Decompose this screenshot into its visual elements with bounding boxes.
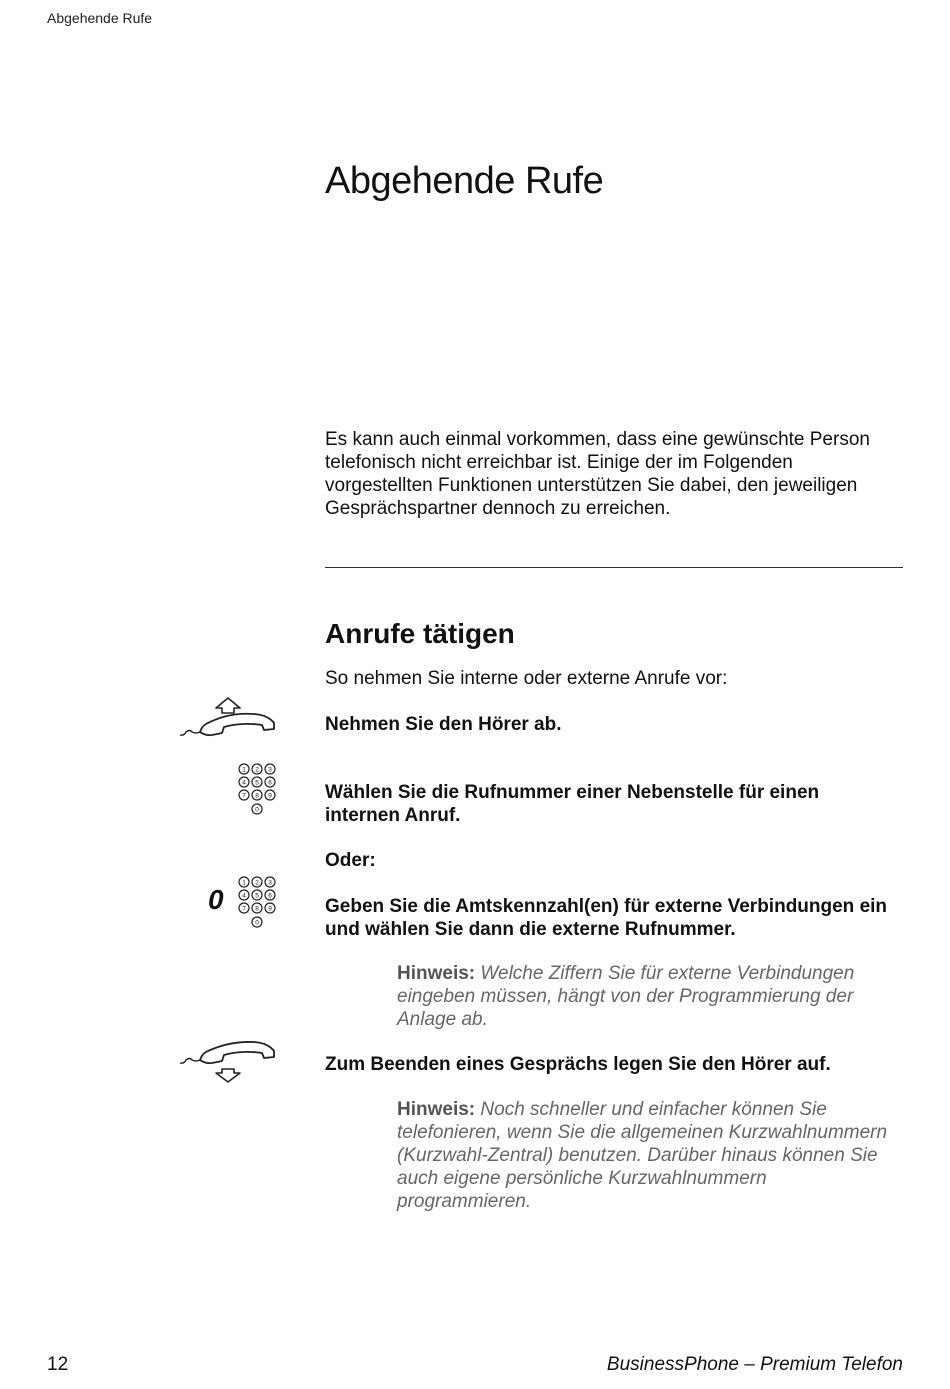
keypad-key: 5 — [255, 779, 259, 787]
keypad-key: 6 — [268, 892, 272, 900]
keypad-key: 1 — [242, 879, 246, 887]
step-dial-internal: Wählen Sie die Rufnummer einer Nebenstelle für einen internen Anruf. — [325, 782, 820, 826]
keypad-key: 6 — [268, 779, 272, 787]
keypad-key: 3 — [268, 879, 272, 887]
keypad-key: 4 — [242, 779, 246, 787]
step-dial-external: Geben Sie die Amtskennzahl(en) für externe Verbindungen ein und wählen Sie dann die externe Rufnummer. — [325, 896, 888, 940]
trunk-prefix-digit: 0 — [208, 884, 224, 915]
keypad-key: 9 — [268, 905, 272, 913]
handset-lift-icon — [176, 692, 280, 742]
page-number: 12 — [47, 1354, 69, 1375]
note-label: Hinweis: — [397, 1099, 476, 1120]
note-text: Welche Ziffern Sie für externe Verbindungen eingeben müssen, hängt von der Programmierung der Anlage ab. — [397, 963, 855, 1030]
keypad-key: 9 — [268, 792, 272, 800]
keypad-key: 7 — [242, 792, 246, 800]
keypad-key: 1 — [242, 766, 246, 774]
keypad-key: 2 — [255, 879, 259, 887]
keypad-key: 4 — [242, 892, 246, 900]
note-text: Noch schneller und einfacher können Sie telefonieren, wenn Sie die allgemeinen Kurzwahlnummern (Kurzwahl-Zentral) benutzen. Darüber hinaus können Sie auch eigene persönliche Kurzwahlnummern programmieren. — [397, 1099, 888, 1212]
keypad-key: 8 — [255, 905, 259, 913]
keypad-icon — [236, 873, 280, 933]
footer-product-title: BusinessPhone – Premium Telefon — [606, 1354, 903, 1375]
keypad-icon — [236, 760, 280, 820]
section-divider — [325, 567, 903, 568]
note-label: Hinweis: — [397, 963, 476, 984]
keypad-key: 3 — [268, 766, 272, 774]
keypad-key: 5 — [255, 892, 259, 900]
keypad-key: 0 — [255, 806, 259, 814]
note-external-digits — [397, 962, 887, 1031]
running-header: Abgehende Rufe — [47, 10, 153, 26]
page-title: Abgehende Rufe — [325, 160, 604, 202]
handset-hangup-icon — [176, 1040, 280, 1084]
step-hangup: Zum Beenden eines Gesprächs legen Sie den Hörer auf. — [325, 1054, 831, 1075]
keypad-key: 8 — [255, 792, 259, 800]
section-lead: So nehmen Sie interne oder externe Anrufe vor: — [325, 668, 728, 689]
note-speed-dial — [397, 1098, 902, 1213]
keypad-key: 2 — [255, 766, 259, 774]
section-title: Anrufe tätigen — [325, 618, 515, 649]
keypad-key: 7 — [242, 905, 246, 913]
or-label: Oder: — [325, 850, 376, 871]
keypad-key: 0 — [255, 919, 259, 927]
step-lift-handset: Nehmen Sie den Hörer ab. — [325, 714, 562, 735]
intro-paragraph: Es kann auch einmal vorkommen, dass eine gewünschte Person telefonisch nicht erreichbar ist. Einige der im Folgenden vorgestellten Funktionen unterstützen Sie dabei, den jeweiligen Gesprächspartner dennoch zu erreichen. — [325, 429, 870, 519]
